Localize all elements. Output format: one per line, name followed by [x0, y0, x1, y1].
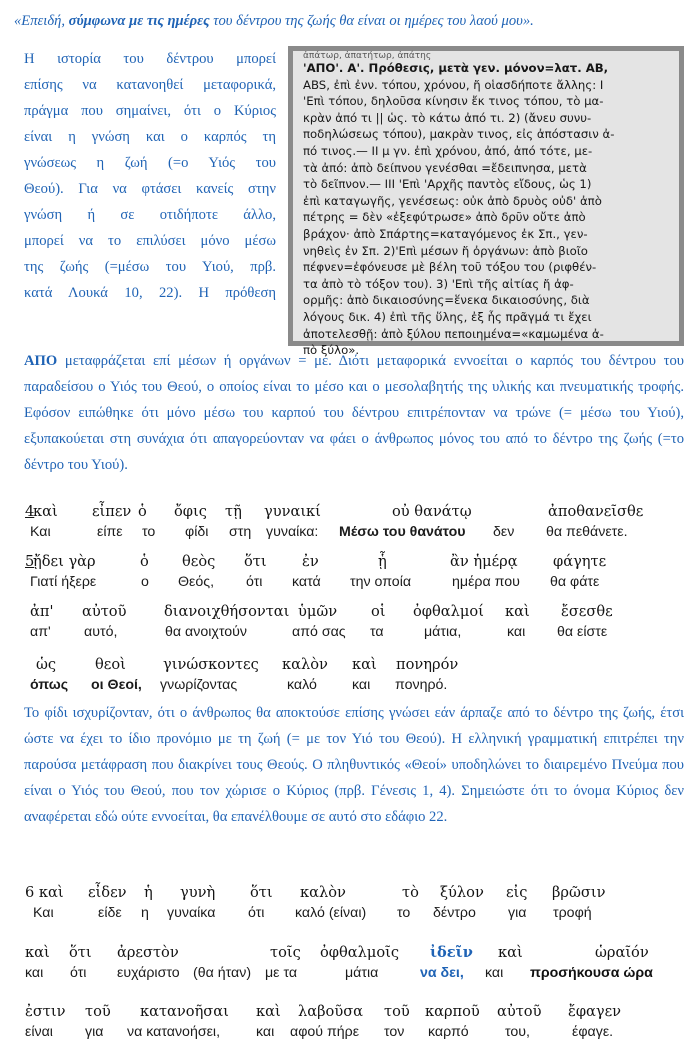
- modern-word: τροφή: [553, 905, 592, 921]
- modern-word: φίδι: [185, 524, 209, 540]
- greek-word: ξύλον: [440, 884, 484, 901]
- modern-word: τα: [370, 624, 384, 640]
- dictionary-excerpt: [288, 46, 684, 358]
- greek-word: καὶ: [25, 944, 50, 961]
- greek-word: καὶ: [33, 503, 58, 520]
- greek-word: τῇ: [225, 503, 242, 520]
- modern-word: θα είστε: [557, 624, 608, 640]
- dictionary-line: τὰ ἀπό: ἀπὸ δείπνου γενέσθαι =ἔδειπνησα, μετὰ: [303, 160, 587, 175]
- greek-word: ἂν ἡμέρᾳ: [450, 553, 518, 570]
- modern-word: απ': [30, 624, 51, 640]
- verse-5-modern: [0, 574, 699, 594]
- opening-quote: «Επειδή, σύμφωνα με τις ημέρες του δέντρου της ζωής θα είναι οι ημέρες του λαού μου».: [14, 13, 534, 29]
- modern-word: αφού πήρε: [290, 1024, 360, 1040]
- verse-6b-greek: [0, 944, 699, 964]
- dictionary-line: ορμῆς: ἀπὸ δικαιοσύνης=ἕνεκα δικαιοσύνης, διὰ: [303, 293, 590, 308]
- greek-word: ὁ: [138, 503, 147, 520]
- modern-word: έφαγε.: [572, 1024, 614, 1040]
- intro-line: γνώσεως η ζωή (=ο Υιός του: [24, 155, 276, 171]
- verse-4-greek: [0, 503, 699, 523]
- greek-word: ὑμῶν: [298, 603, 338, 620]
- modern-word: ότι: [248, 905, 265, 921]
- verse-number: 4: [25, 503, 35, 520]
- greek-word: διανοιχθήσονται: [164, 603, 290, 620]
- modern-word: δεν: [493, 524, 515, 540]
- modern-word: και: [507, 624, 526, 640]
- modern-word: το: [142, 524, 156, 540]
- modern-word: ημέρα που: [452, 574, 520, 590]
- verse-4-modern: [0, 524, 699, 544]
- intro-line: πράγμα που σημαίνει, ότι ο Κύριος: [24, 103, 276, 119]
- verse-6c-modern: [0, 1024, 699, 1044]
- modern-word: του,: [505, 1024, 530, 1040]
- modern-word: θα φάτε: [550, 574, 600, 590]
- greek-word: αὐτοῦ: [497, 1003, 542, 1020]
- greek-word: ἐν: [302, 553, 319, 570]
- modern-word: είναι: [25, 1024, 53, 1040]
- greek-word: καλὸν: [300, 884, 346, 901]
- modern-word-emphasis: οι Θεοί,: [91, 677, 142, 693]
- greek-word: καὶ: [505, 603, 530, 620]
- intro-line: Η ιστορία του δέντρου μπορεί: [24, 51, 276, 67]
- modern-word: ο: [141, 574, 149, 590]
- modern-word: μάτια,: [424, 624, 462, 640]
- dictionary-line: ABS, ἐπὶ ἐνν. τόπου, χρόνου, ἤ οἱασδήποτε ἄλλης: I: [303, 77, 604, 92]
- verse-5c-greek: [0, 656, 699, 676]
- dictionary-line: τα ἀπὸ τὸ τόξον του). 3) 'Επὶ τῆς αἰτίας ἤ ἀφ-: [303, 276, 574, 291]
- modern-word-emphasis: όπως: [30, 677, 69, 693]
- modern-word: είδε: [98, 905, 122, 921]
- modern-word: γυναίκα: [167, 905, 216, 921]
- greek-word: ὄφις: [174, 503, 207, 520]
- dictionary-top-clip: ἀπάτωρ, ἀπατήτωρ, ἀπάτης: [303, 51, 432, 61]
- modern-word: κατά: [292, 574, 321, 590]
- modern-word: Και: [33, 905, 54, 921]
- intro-line: επίσης να κατανοηθεί μεταφορικά,: [24, 77, 276, 93]
- greek-word: ἀρεστὸν: [117, 944, 179, 961]
- greek-word: θεὸς: [182, 553, 216, 570]
- greek-word: εἶπεν: [92, 503, 132, 520]
- greek-word: ᾔδει γὰρ: [33, 553, 96, 570]
- modern-word: με τα: [265, 965, 298, 981]
- greek-word: καλὸν: [282, 656, 328, 673]
- greek-word: 6 καὶ: [25, 884, 64, 901]
- modern-word: ότι: [70, 965, 87, 981]
- modern-word-highlight: να δει,: [420, 965, 464, 981]
- modern-word: ότι: [246, 574, 263, 590]
- modern-word: μάτια: [345, 965, 379, 981]
- verse-6b-modern: [0, 965, 699, 985]
- modern-word: ευχάριστο: [117, 965, 180, 981]
- greek-word: ὁ: [140, 553, 149, 570]
- greek-word: αὐτοῦ: [82, 603, 127, 620]
- greek-word: ἔσεσθε: [561, 603, 613, 620]
- intro-line: της ζωής (=μέσω του Υιού, πρβ.: [24, 259, 276, 275]
- modern-word: για: [85, 1024, 104, 1040]
- greek-word: ὅτι: [250, 884, 273, 901]
- intro-line: μπορεί να το επιλύσει μόνο μέσω: [24, 233, 276, 249]
- greek-word: ὅτι: [244, 553, 267, 570]
- greek-word: πονηρόν: [396, 656, 459, 673]
- greek-word: εἰς: [506, 884, 528, 901]
- greek-word: γυνὴ: [180, 884, 216, 901]
- dictionary-line: λόγους δικ. 4) ἐπὶ τῆς ὕλης, ἐξ ἧς πρᾶγμά τι ἔχει: [303, 309, 592, 324]
- modern-word: η: [141, 905, 149, 921]
- modern-word: γνωρίζοντας: [160, 677, 238, 693]
- greek-word: κατανοῆσαι: [140, 1003, 229, 1020]
- dictionary-line: 'Επὶ τόπου, δηλοῦσα κίνησιν ἔκ τινος τόπου, τὸ μα-: [303, 94, 604, 109]
- dictionary-line: πὸ ξύλο».: [303, 343, 360, 358]
- modern-word: στη: [229, 524, 252, 540]
- dictionary-line: τὸ δεῖπνον.— III 'Επὶ 'Αρχῆς παντὸς εἴδους, ὡς 1): [303, 177, 592, 192]
- dictionary-line: κρὰν ἀπό τι || ὡς. τὸ κάτω ἀπό τι. 2) (ἄνευ συνυ-: [303, 110, 592, 125]
- greek-word: εἶδεν: [88, 884, 127, 901]
- greek-word: ἡ: [144, 884, 153, 901]
- greek-word: καὶ: [498, 944, 523, 961]
- modern-word: και: [485, 965, 504, 981]
- greek-word: γινώσκοντες: [163, 656, 259, 673]
- modern-word: γυναίκα:: [266, 524, 319, 540]
- modern-word: είπε: [97, 524, 123, 540]
- greek-word: ἔφαγεν: [568, 1003, 622, 1020]
- greek-word-highlight: ἰδεῖν: [430, 944, 473, 961]
- preposition-apo: ΑΠΟ: [24, 353, 58, 369]
- dictionary-line: ποδηλώσεως τόπου), μακρὰν τινος, εἰς ἀπόστασιν ἀ-: [303, 127, 615, 142]
- greek-word: ὡς: [36, 656, 57, 673]
- modern-word: και: [25, 965, 44, 981]
- modern-word: θα ανοιχτούν: [165, 624, 247, 640]
- intro-line: είναι η γνώση και ο καρπός τη: [24, 129, 276, 145]
- intro-line: Θεού). Για να φτάσει κανείς στην: [24, 181, 276, 197]
- verse-number: 5: [25, 553, 35, 570]
- modern-word: (θα ήταν): [193, 965, 252, 981]
- modern-word: πονηρό.: [395, 677, 448, 693]
- greek-word: τὸ: [402, 884, 419, 901]
- modern-word: τον: [384, 1024, 405, 1040]
- modern-word: το: [397, 905, 411, 921]
- greek-word: ᾗ: [378, 553, 387, 570]
- greek-word: οὐ θανάτῳ: [392, 503, 472, 520]
- greek-word: ἀποθανεῖσθε: [548, 503, 644, 520]
- greek-word: βρῶσιν: [552, 884, 606, 901]
- greek-word: ὡραῖόν: [595, 944, 649, 961]
- intro-paragraph-continued: ΑΠΟ μεταφράζεται επί μέσων ή οργάνων = με. Διότι μεταφορικά εννοείται ο καρπός του δέντρου του παραδείσου ο Υιός του Θεού, ο οποίος είναι το μέσο και ο μεσολαβητής της υλικής και πνευματικής τροφής. Εφόσον ειπώθηκε ότι μόνο μέσω του καρπού του δέντρου επιτρέπονταν να τρώνε (= μέσω του Υιού), εξυπακούεται στη συνάχια ότι απαγορεύονταν να φάει ο άνθρωπος μόνος του από το δέντρο της ζωής (=το δέντρο του Υιού).: [24, 353, 684, 473]
- greek-word: ἐστιν: [25, 1003, 66, 1020]
- verse-5b-greek: [0, 603, 699, 623]
- greek-word: ὅτι: [69, 944, 92, 961]
- greek-word: καὶ: [256, 1003, 281, 1020]
- modern-word: καλό: [287, 677, 317, 693]
- dictionary-line: ἀποτελεσθῇ: ἀπὸ ξύλου πεποιημένα=«καμωμένα ἀ-: [303, 326, 604, 341]
- modern-word: καλό (είναι): [295, 905, 367, 921]
- intro-line: κατά Λουκά 10, 22). Η πρόθεση: [24, 285, 276, 301]
- greek-word: γυναικί: [264, 503, 321, 520]
- verse-5c-modern: [0, 677, 699, 697]
- modern-word: από σας: [292, 624, 346, 640]
- dictionary-line: βράχον· ἀπὸ Σπάρτης=καταγόμενος ἐκ Σπ., γεν-: [303, 226, 588, 241]
- greek-word: τοῦ: [85, 1003, 111, 1020]
- modern-word-emphasis: προσήκουσα ώρα: [530, 965, 653, 981]
- verse-6-modern: [0, 905, 699, 925]
- quote-emphasis: σύμφωνα με τις ημέρες: [68, 13, 210, 29]
- greek-word: καρποῦ: [425, 1003, 480, 1020]
- dictionary-line: 'ΑΠΟ'. Α'. Πρόθεσις, μετὰ γεν. μόνον=λατ. AB,: [303, 61, 609, 75]
- greek-word: οἱ: [371, 603, 386, 620]
- commentary-paragraph: Το φίδι ισχυρίζονταν, ότι ο άνθρωπος θα αποκτούσε επίσης γνώσει εάν άρπαζε από το δέντρο της ζωής, έτσι ώστε να έχει το ίδιο προνόμιο με τη ζωή (= με τον Υιό του Θεού). Η ελληνική γραμματική επιτρέπει την παρούσα μετάφραση που διακρίνει τους Θεούς. Ο πληθυντικός «Θεοί» υποδηλώνει το διαιρεμένο Πνεύμα που είναι ο Υιός του Θεού, που τον χώρισε ο Κύριος (πρβ. Γένεσις 1, 4). Σημειώστε ότι το όνομα Κύριος δεν αναφέρεται εδώ ούτε εννοείται, θα επανέλθουμε σε αυτό στο εδάφιο 22.: [24, 705, 684, 825]
- modern-word: Και: [30, 524, 51, 540]
- greek-word: ἀπ': [30, 603, 54, 620]
- dictionary-line: ἐπὶ καταγωγῆς, γενέσεως: οὐκ ἀπὸ δρυὸς οὐδ' ἀπὸ: [303, 193, 602, 208]
- modern-word: θα πεθάνετε.: [546, 524, 628, 540]
- modern-word: και: [352, 677, 371, 693]
- verse-6c-greek: [0, 1003, 699, 1023]
- greek-word: τοῖς: [270, 944, 301, 961]
- modern-word: Θεός,: [178, 574, 215, 590]
- modern-word: αυτό,: [84, 624, 118, 640]
- greek-word: λαβοῦσα: [298, 1003, 364, 1020]
- dictionary-line: νηθεὶς ἐν Σπ. 2)'Επὶ μέσων ἤ ὀργάνων: ἀπὸ βιοῖο: [303, 243, 588, 258]
- greek-word: θεοὶ: [95, 656, 126, 673]
- modern-word: δέντρο: [433, 905, 476, 921]
- greek-word: τοῦ: [384, 1003, 410, 1020]
- intro-paragraph: [24, 46, 276, 306]
- dictionary-line: πό τινος.— II μ γν. ἐπὶ χρόνου, ἀπό, ἀπό τότε, με-: [303, 143, 593, 158]
- verse-5-greek: [0, 553, 699, 573]
- modern-word: και: [256, 1024, 275, 1040]
- modern-word-emphasis: Μέσω του θανάτου: [339, 524, 466, 540]
- dictionary-line: πέφνεν=ἐφόνευσε μὲ βέλη τοῦ τόξου του (ριφθέν-: [303, 260, 597, 275]
- modern-word: Γιατί ήξερε: [30, 574, 97, 590]
- modern-word: την οποία: [350, 574, 412, 590]
- greek-word: καὶ: [352, 656, 377, 673]
- verse-6-greek: [0, 884, 699, 904]
- intro-line: γνώση ή σε οτιδήποτε άλλο,: [24, 207, 276, 223]
- greek-word: ὀφθαλμοί: [413, 603, 484, 620]
- verse-5b-modern: [0, 624, 699, 644]
- greek-word: ὀφθαλμοῖς: [320, 944, 400, 961]
- modern-word: καρπό: [428, 1024, 469, 1040]
- greek-word: φάγητε: [553, 553, 607, 570]
- dictionary-line: πέτρης = δὲν «ἐξεφύτρωσε» ἀπὸ δρῦν οὔτε ἀπὸ: [303, 210, 586, 225]
- modern-word: να κατανοήσει,: [127, 1024, 221, 1040]
- modern-word: για: [508, 905, 527, 921]
